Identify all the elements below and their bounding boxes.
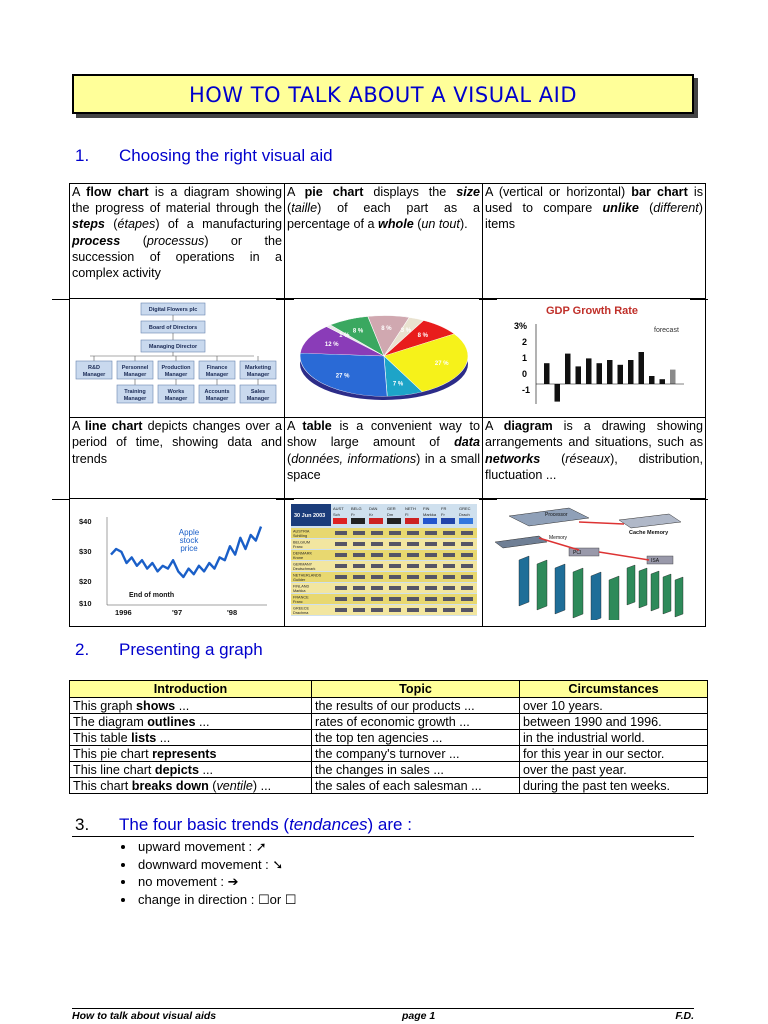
pie-label: 8 % [417, 333, 428, 340]
table-row: The diagram outlines ... rates of economic growth ... between 1990 and 1996. [70, 714, 708, 730]
col-header-introduction: Introduction [70, 681, 312, 698]
svg-text:30 Jun 2003: 30 Jun 2003 [293, 512, 325, 519]
table-row: This table lists ... the top ten agencies ... in the industrial world. [70, 730, 708, 746]
page-title: HOW TO TALK ABOUT A VISUAL AID [188, 83, 578, 107]
pie-label: 8 % [380, 325, 392, 332]
section-2-heading: 2. Presenting a graph [75, 640, 263, 659]
svg-text:End of month: End of month [129, 591, 175, 599]
svg-text:Marketing: Marketing [245, 365, 271, 371]
bar [649, 376, 655, 384]
pie-label: 27 % [434, 361, 449, 368]
svg-text:Personnel: Personnel [121, 365, 149, 371]
table-row: This line chart depicts ... the changes in sales ... over the past year. [70, 762, 708, 778]
bar [628, 360, 634, 384]
table-col-label: GREC [458, 505, 471, 511]
footer-right: F.D. [675, 1010, 694, 1022]
table-row-label: BELGIUM [292, 540, 310, 545]
flow-chart-description: A flow chart is a diagram showing the progress of material through the steps (étapes) of a manufacturing process (processus) or the succession of operations in a complex activity [70, 184, 285, 299]
table-description: A table is a convenient way to show large amount of data (données, informations) in a small space [285, 418, 483, 499]
upward-arrow-icon: ➚ [255, 839, 267, 854]
svg-text:Manager: Manager [164, 396, 188, 402]
table-row-label: FRANCE [292, 595, 309, 600]
list-item: • upward movement : ➚ [136, 838, 296, 856]
expansion-card [639, 568, 647, 608]
bar [660, 379, 666, 384]
pie-label: 27 % [335, 373, 349, 380]
footer-left: How to talk about visual aids [72, 1010, 217, 1022]
svg-text:Managing Director: Managing Director [148, 344, 198, 350]
svg-text:Manager: Manager [205, 396, 229, 402]
svg-text:Deutschmark: Deutschmark [292, 566, 315, 571]
svg-text:Manager: Manager [205, 372, 229, 378]
list-item: • downward movement : ➘ [136, 856, 296, 874]
table-col-label: DAN [368, 505, 377, 511]
svg-text:Production: Production [161, 365, 191, 371]
presenting-graph-table [69, 680, 708, 794]
table-col-label: Fr [440, 511, 445, 517]
change-direction-icon: ☐or ☐ [257, 891, 297, 907]
list-item: • no movement : ➔ [136, 873, 296, 891]
svg-text:Manager: Manager [82, 372, 106, 378]
svg-text:Guilder: Guilder [292, 577, 305, 582]
svg-text:Manager: Manager [246, 396, 270, 402]
table-col-label: Fr [350, 511, 355, 517]
table-col-label: Drach [458, 511, 470, 517]
section-3-heading: 3. The four basic trends (tendances) are : [75, 815, 412, 834]
pie-chart-image-cell [285, 299, 483, 418]
diagram-image-cell [483, 499, 706, 627]
table-col-label: Fl [404, 511, 408, 517]
svg-text:Board of Directors: Board of Directors [148, 325, 198, 331]
expansion-card [663, 574, 671, 614]
svg-text:price: price [180, 543, 198, 553]
expansion-card [651, 571, 659, 611]
bar [544, 363, 550, 384]
pie-label: 7 % [392, 381, 403, 388]
pie-label: 8 % [352, 328, 363, 335]
svg-text:R&D: R&D [88, 365, 100, 371]
line-chart-description: A line chart depicts changes over a period of time, showing data and trends [70, 418, 285, 499]
line-tick-label: 1996 [115, 607, 132, 617]
table-row-label: NETHERLANDS [292, 573, 321, 578]
table-row-label: AUSTRIA [292, 529, 309, 534]
table-row: This pie chart represents the company's turnover ... for this year in our sector. [70, 746, 708, 762]
expansion-card [675, 577, 683, 617]
table-col-label: Kr [368, 511, 373, 517]
bar [607, 360, 613, 384]
pie-label: 3 % [400, 327, 411, 334]
table-col-label: Dm [386, 511, 393, 517]
line-chart-image [77, 501, 277, 621]
svg-text:Digital Flowers plc: Digital Flowers plc [148, 307, 198, 313]
bar-tick-label: 1 [522, 353, 528, 363]
list-item: • change in direction : ☐or ☐ [136, 891, 296, 909]
expansion-card [519, 556, 529, 606]
svg-text:Cache Memory: Cache Memory [629, 529, 669, 536]
bar-tick-label: 2 [522, 337, 528, 347]
svg-text:Markka: Markka [292, 588, 305, 593]
line-tick-label: '97 [172, 607, 183, 617]
pie-chart-description: A pie chart displays the size (taille) of each part as a percentage of a whole (un tout). [285, 184, 483, 299]
pie-label: 12 % [324, 341, 339, 348]
table-col-label: BELG [350, 505, 362, 511]
bar-chart-image [494, 300, 694, 412]
table-col-label: Sch [332, 511, 340, 517]
svg-text:Manager: Manager [123, 372, 147, 378]
table-col-label: FR [440, 505, 446, 511]
line-tick-label: $40 [79, 516, 92, 526]
section-2-title: Presenting a graph [119, 640, 263, 659]
bar [576, 366, 582, 384]
footer-page: page 1 [402, 1010, 436, 1022]
right-arrow-icon: ➔ [227, 874, 239, 889]
table-col-label: NETH [404, 505, 416, 511]
svg-text:stock: stock [179, 535, 199, 545]
bar [639, 352, 645, 384]
svg-text:Manager: Manager [246, 372, 270, 378]
table-row: This graph shows ... the results of our products ... over 10 years. [70, 698, 708, 714]
svg-text:Schilling: Schilling [292, 533, 307, 538]
section-1-title: Choosing the right visual aid [119, 146, 333, 165]
downward-arrow-icon: ➘ [272, 856, 284, 872]
svg-text:Accounts: Accounts [204, 389, 230, 395]
svg-text:Sales: Sales [250, 389, 266, 395]
table-row-label: DENMARK [292, 551, 312, 556]
bar-tick-label: -1 [522, 385, 531, 395]
table-row: This chart breaks down (ventile) ... the sales of each salesman ... during the past ten weeks. [70, 778, 708, 794]
line-tick-label: $10 [79, 598, 92, 608]
svg-text:Manager: Manager [164, 372, 188, 378]
expansion-card [573, 568, 583, 618]
bar [618, 365, 624, 384]
title-box [72, 74, 694, 114]
forecast-label: forecast [654, 327, 679, 334]
section-3-rule [72, 836, 694, 837]
expansion-card [591, 572, 601, 620]
expansion-card [555, 564, 565, 614]
table-row-label: FINLAND [292, 584, 309, 589]
svg-text:PCI: PCI [573, 549, 582, 556]
bar [586, 358, 592, 384]
table-image [289, 502, 479, 620]
line-tick-label: $30 [79, 546, 92, 556]
svg-text:Finance: Finance [206, 365, 228, 371]
pie-label: 1 % [338, 332, 349, 339]
section-3-title: The four basic trends (tendances) are : [119, 815, 412, 834]
bar-chart-title: GDP Growth Rate [545, 305, 639, 317]
table-row-label: GREECE [292, 606, 309, 611]
svg-text:Memory: Memory [549, 534, 568, 541]
svg-text:Works: Works [167, 389, 185, 395]
expansion-card [609, 576, 619, 620]
table-col-label: FIN [422, 505, 429, 511]
col-header-topic: Topic [312, 681, 520, 698]
expansion-card [537, 560, 547, 610]
bar-tick-label: 0 [522, 369, 528, 379]
svg-text:Apple: Apple [178, 527, 200, 537]
col-header-circumstances: Circumstances [520, 681, 708, 698]
footer [72, 1008, 694, 1022]
diagram-image [489, 502, 699, 620]
bar-chart-description: A (vertical or horizontal) bar chart is used to compare unlike (different) items [483, 184, 706, 299]
visual-aids-grid [69, 183, 706, 627]
bar [565, 354, 571, 384]
flow-chart-image [72, 299, 282, 413]
bar [555, 384, 561, 402]
line-tick-label: '98 [227, 607, 238, 617]
bar [670, 370, 676, 384]
diagram-description: A diagram is a drawing showing arrangements and situations, such as networks (réseaux), distribution, fluctuation ... [483, 418, 706, 499]
pie-chart-image [289, 300, 479, 412]
svg-text:Drachma: Drachma [292, 610, 308, 615]
svg-text:Franc: Franc [292, 544, 303, 549]
expansion-card [627, 565, 635, 605]
svg-text:Training: Training [124, 389, 146, 395]
table-col-label: GER [386, 505, 396, 511]
trends-list [110, 838, 296, 908]
bar-chart-image-cell [483, 299, 706, 418]
bar [597, 363, 603, 384]
table-col-label: Markka [422, 511, 436, 517]
table-image-cell [285, 499, 483, 627]
svg-text:Krone: Krone [292, 555, 303, 560]
bar-tick-label: 3% [514, 321, 528, 331]
section-1-heading: 1. Choosing the right visual aid [75, 146, 333, 165]
svg-text:ISA: ISA [651, 557, 660, 564]
flow-chart-image-cell [70, 299, 285, 418]
svg-text:Processor: Processor [545, 511, 568, 518]
table-col-label: AUST [332, 505, 344, 511]
table-row-label: GERMANY [292, 562, 312, 567]
line-chart-image-cell [70, 499, 285, 627]
line-tick-label: $20 [79, 576, 92, 586]
svg-text:Franc: Franc [292, 599, 303, 604]
svg-text:Manager: Manager [123, 396, 147, 402]
